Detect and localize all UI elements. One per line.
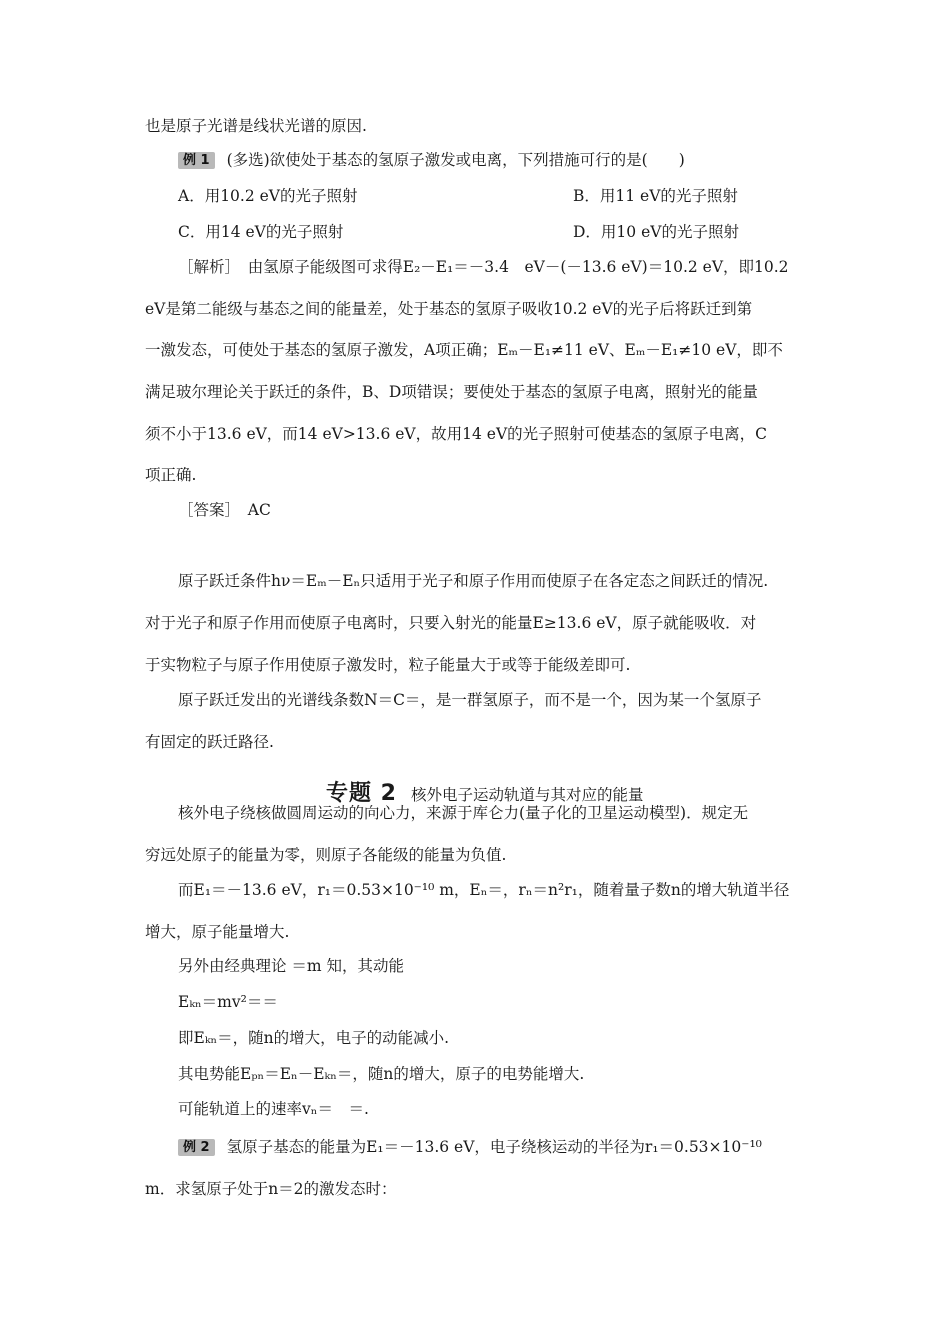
text-line: [145, 382, 758, 402]
text-line: [178, 1099, 369, 1119]
line-text: B．用11 eV的光子照射: [573, 187, 738, 205]
line-text: Eₖₙ＝mv²＝＝: [178, 993, 278, 1011]
line-text: 原子跃迁发出的光谱线条数N＝C＝，是一群氢原子，而不是一个，因为某一个氢原子: [178, 691, 762, 709]
line-text: 对于光子和原子作用而使原子电离时，只要入射光的能量E≥13.6 eV，原子就能吸收．对: [145, 614, 757, 632]
example-badge: 例 2: [178, 1139, 215, 1156]
text-line: [178, 571, 768, 591]
line-text: 穷远处原子的能量为零，则原子各能级的能量为负值.: [145, 846, 507, 864]
text-line: [145, 655, 630, 675]
line-text: 而E₁＝－13.6 eV，r₁＝0.53×10⁻¹⁰ m，Eₙ＝，rₙ＝n²r₁，随着量子数n的增大轨道半径: [178, 881, 790, 899]
section-subtitle: 核外电子运动轨道与其对应的能量: [410, 786, 644, 804]
section-number: 专题 2: [326, 781, 397, 806]
line-text: eV是第二能级与基态之间的能量差，处于基态的氢原子吸收10.2 eV的光子后将跃迁到第: [145, 300, 753, 318]
line-text: 项正确.: [145, 466, 197, 484]
text-line: [145, 340, 783, 360]
line-text: A．用10.2 eV的光子照射: [178, 187, 358, 205]
text-line: [145, 465, 196, 485]
text-line: [178, 222, 343, 242]
text-line: [178, 257, 789, 277]
line-text: 满足玻尔理论关于跃迁的条件，B、D项错误；要使处于基态的氢原子电离，照射光的能量: [145, 383, 758, 401]
text-line: [573, 222, 739, 242]
text-line: [145, 922, 289, 942]
text-line: [573, 186, 738, 206]
line-text: 也是原子光谱是线状光谱的原因.: [145, 117, 367, 135]
line-text: 于实物粒子与原子作用使原子激发时，粒子能量大于或等于能级差即可.: [145, 656, 631, 674]
example-line: [178, 150, 685, 170]
line-text: 核外电子绕核做圆周运动的向心力，来源于库仑力(量子化的卫星运动模型)．规定无: [178, 804, 749, 822]
section-title: [326, 776, 643, 807]
line-text: C．用14 eV的光子照射: [178, 223, 344, 241]
line-text: 氢原子基态的能量为E₁＝－13.6 eV，电子绕核运动的半径为r₁＝0.53×10⁻¹⁰: [226, 1138, 762, 1156]
text-line: [178, 956, 404, 976]
text-line: [178, 500, 271, 520]
text-line: [145, 732, 274, 752]
line-text: 另外由经典理论 ＝m 知，其动能: [178, 957, 405, 975]
line-text: (多选)欲使处于基态的氢原子激发或电离，下列措施可行的是( ): [226, 151, 685, 169]
example-line: [178, 1137, 762, 1157]
text-line: [145, 424, 767, 444]
text-line: [145, 116, 367, 136]
line-text: ［答案］ AC: [178, 501, 271, 519]
text-line: [178, 690, 761, 710]
example-badge: 例 1: [178, 152, 215, 169]
text-line: [178, 1064, 584, 1084]
line-text: m．求氢原子处于n＝2的激发态时：: [145, 1180, 397, 1198]
text-line: [145, 1179, 397, 1199]
line-text: 有固定的跃迁路径.: [145, 733, 274, 751]
line-text: D．用10 eV的光子照射: [573, 223, 739, 241]
text-line: [145, 845, 506, 865]
text-line: [178, 992, 278, 1012]
line-text: 可能轨道上的速率vₙ＝ ＝.: [178, 1100, 369, 1118]
line-text: 即Eₖₙ＝，随n的增大，电子的动能减小.: [178, 1029, 450, 1047]
line-text: ［解析］ 由氢原子能级图可求得E₂－E₁＝－3.4 eV－(－13.6 eV)＝10.2 eV，即10.2: [178, 258, 789, 276]
line-text: 须不小于13.6 eV，而14 eV>13.6 eV，故用14 eV的光子照射可使基态的氢原子电离，C: [145, 425, 767, 443]
line-text: 其电势能Eₚₙ＝Eₙ－Eₖₙ＝，随n的增大，原子的电势能增大.: [178, 1065, 585, 1083]
text-line: [178, 880, 789, 900]
text-line: [145, 299, 752, 319]
line-text: 增大，原子能量增大.: [145, 923, 290, 941]
text-line: [145, 613, 756, 633]
text-line: [178, 1028, 449, 1048]
text-line: [178, 186, 358, 206]
line-text: 原子跃迁条件hν＝Eₘ－Eₙ只适用于光子和原子作用而使原子在各定态之间跃迁的情况.: [178, 572, 769, 590]
line-text: 一激发态，可使处于基态的氢原子激发，A项正确；Eₘ－E₁≠11 eV、Eₘ－E₁≠10 eV，即不: [145, 341, 783, 359]
